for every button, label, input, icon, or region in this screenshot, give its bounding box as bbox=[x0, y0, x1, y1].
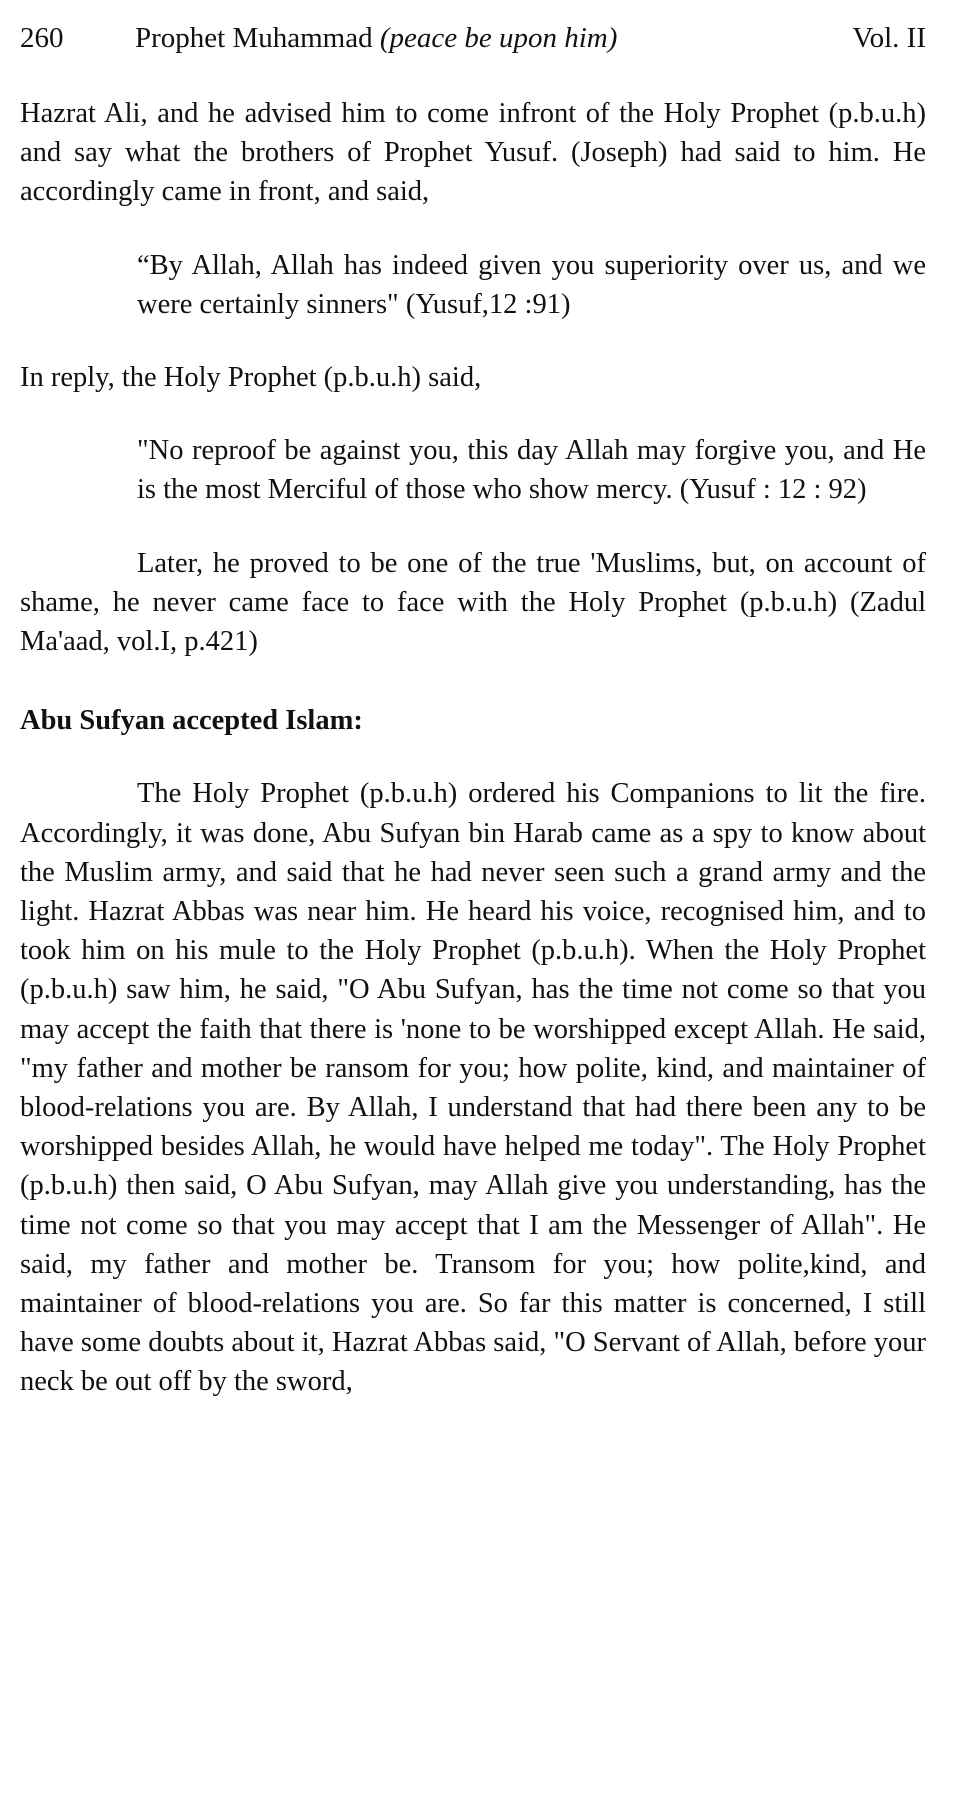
running-title-italic: (peace be upon him) bbox=[379, 22, 618, 54]
paragraph: Hazrat Ali, and he advised him to come infront of the Holy Prophet (p.b.u.h) and say what the brothers of Prophet Yusuf. (Joseph) had said to him. He accordingly came in front, and said, bbox=[20, 98, 926, 208]
quote-block: “By Allah, Allah has indeed given you superiority over us, and we were certainly sinners" (Yusuf,12 :91) bbox=[137, 249, 926, 320]
section-heading: Abu Sufyan accepted Islam: bbox=[20, 705, 363, 737]
paragraph: Later, he proved to be one of the true 'Muslims, but, on account of shame, he never came face to face with the Holy Prophet (p.b.u.h) (Zadul Ma'aad, vol.I, p.421) bbox=[20, 547, 926, 658]
paragraph: In reply, the Holy Prophet (p.b.u.h) said, bbox=[20, 362, 482, 394]
volume-label: Vol. II bbox=[852, 22, 926, 54]
running-title bbox=[135, 18, 852, 58]
body-text bbox=[20, 94, 926, 1402]
paragraph: The Holy Prophet (p.b.u.h) ordered his Companions to lit the fire. Accordingly, it was done, Abu Sufyan bin Harab came as a spy to know about the Muslim army, and said that he had never seen such a grand army and the light. Hazrat Abbas was near him. He heard his voice, recognised him, and to took him on his mule to the Holy Prophet (p.b.u.h). When the Holy Prophet (p.b.u.h) saw him, he said, "O Abu Sufyan, has the time not come so that you may accept the faith that there is 'none to be worshipped except Allah. He said, "my father and mother be ransom for you; how polite, kind, and maintainer of blood-relations you are. By Allah, I understand that had there been any to be worshipped besides Allah, he would have helped me today". The Holy Prophet (p.b.u.h) then said, O Abu Sufyan, may Allah give you understanding, has the time not come so that you may accept that I am the Messenger of Allah". He said, my father and mother be. Transom for you; how polite,kind, and maintainer of blood-relations you are. So far this matter is concerned, I still have some doubts about it, Hazrat Abbas said, "O Servant of Allah, before your neck be out off by the sword, bbox=[20, 778, 927, 1398]
running-title-main: Prophet Muhammad bbox=[135, 22, 373, 54]
quote-block: "No reproof be against you, this day Allah may forgive you, and He is the most Merciful of those who show mercy. (Yusuf : 12 : 92) bbox=[137, 435, 926, 506]
page-number: 260 bbox=[20, 22, 64, 54]
running-header bbox=[20, 18, 926, 58]
